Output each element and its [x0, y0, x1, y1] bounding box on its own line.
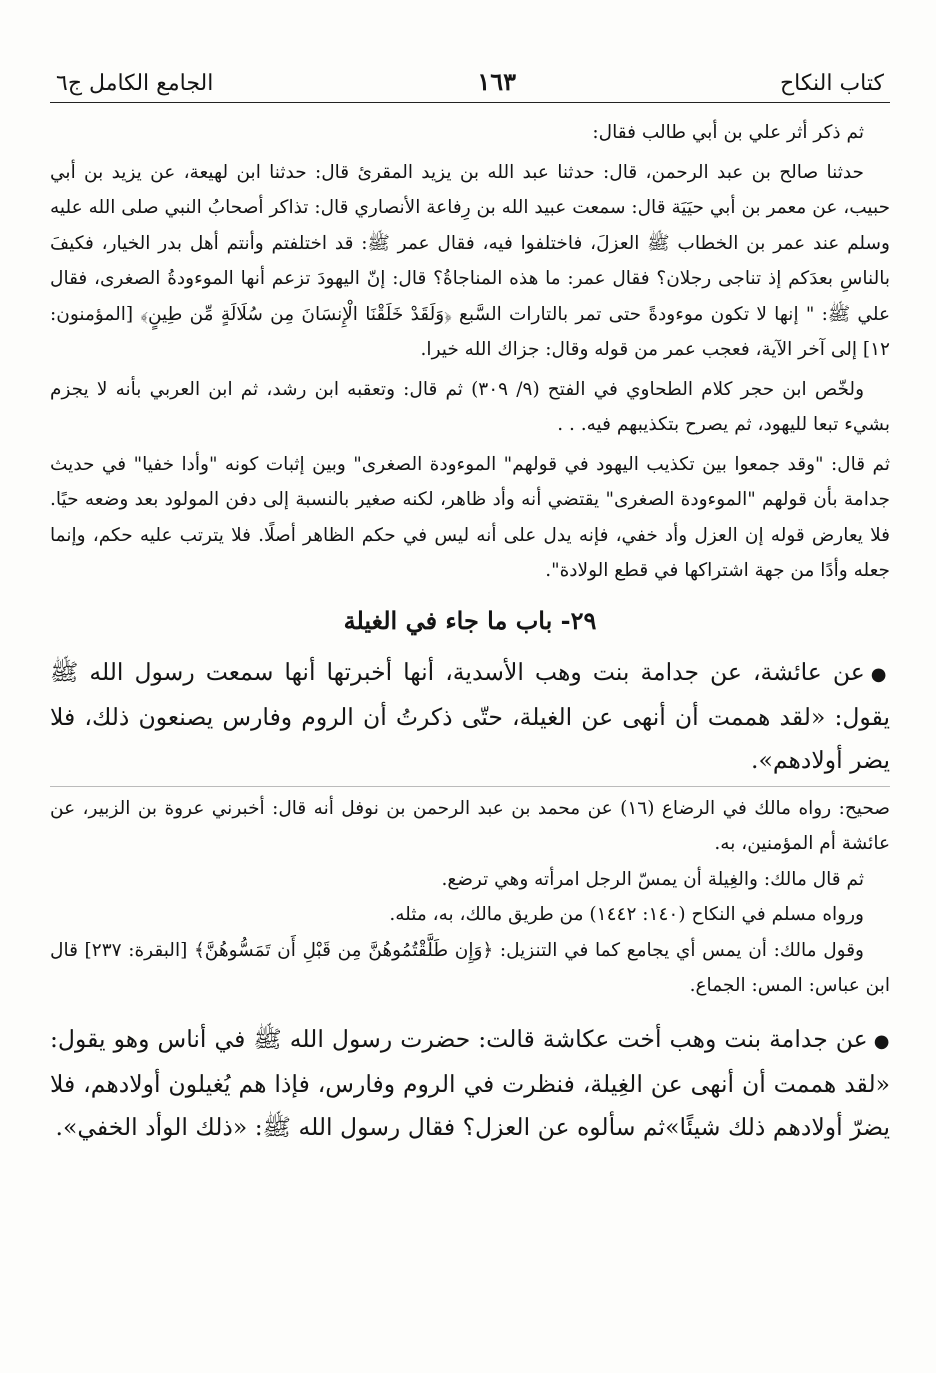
- page-number: ١٦٣: [477, 67, 516, 96]
- commentary-paragraph: ثم قال: "وقد جمعوا بين تكذيب اليهود في قولهم" الموءودة الصغرى" وبين إثبات كونه "وأدا خفيا" في حديث جدامة بأن قولهم "الموءودة الصغرى" يقتضي أنه وأد ظاهر، لكنه صغير بالنسبة إلى دفن المولود بعد وضعه حيًا. فلا يعارض قوله إن العزل وأد خفي، فإنه يدل على أنه ليس في حكم الظاهر أصلًا. فلا يترتب عليه حكم، وإنما جعله وأدًا من جهة اشتراكها في قطع الولادة".: [50, 453, 890, 581]
- running-header: [50, 52, 890, 102]
- header-volume-title: الجامع الكامل ج٦: [56, 71, 214, 96]
- hadith-block: [50, 1018, 890, 1149]
- hadith-block: [50, 651, 890, 782]
- commentary-paragraph: حدثنا صالح بن عبد الرحمن، قال: حدثنا عبد الله بن يزيد المقرئ قال: حدثنا ابن لهيعة، عن يزيد بن أبي حبيب، عن معمر بن أبي حيَيَة قال: سمعت عبيد الله بن رِفاعة الأنصاري قال: تذاكر أصحابُ النبي صلى الله عليه وسلم عند عمر بن الخطاب ﷺ العزلَ، فاختلفوا فيه، فقال عمر ﷺ: قد اختلفتم وأنتم أهل بدر الخيار، فكيفَ بالناسِ بعدَكم إذ تناجى رجلان؟ فقال عمر: ما هذه المناجاةُ؟ قال: إنّ اليهودَ تزعم أنها الموءودةُ الصغرى، فقال علي ﷺ: " إنها لا تكون موءودةً حتى تمر بالتارات السَّبع ﴿وَلَقَدْ خَلَقْنَا الْإِنسَانَ مِن سُلَالَةٍ مِّن طِينٍ﴾ [المؤمنون: ١٢] إلى آخر الآية، فعجب عمر من قوله وقال: جزاك الله خيرا.: [50, 161, 890, 360]
- note-paragraph: ثم قال مالك: والغِيلة أن يمسّ الرجل امرأته وهي ترضع.: [441, 868, 864, 890]
- section-heading: ٢٩- باب ما جاء في الغيلة: [343, 605, 597, 635]
- note-paragraph: ورواه مسلم في النكاح (١٤٠: ١٤٤٢) من طريق مالك، به، مثله.: [389, 904, 864, 925]
- header-rule: [50, 102, 890, 103]
- bullet-icon: ●: [870, 663, 890, 685]
- hadith-text: [50, 1018, 890, 1149]
- note-paragraph: وقول مالك: أن يمس أي يجامع كما في التنزيل: ﴿وَإِن طَلَّقْتُمُوهُنَّ مِن قَبْلِ أَن تَمَسُّوهُنَّ﴾ [البقرة: ٢٣٧] قال ابن عباس: المس: الجماع.: [50, 939, 890, 996]
- commentary-block: [50, 115, 890, 589]
- hadith-notes: [50, 791, 890, 1004]
- bullet-icon: ●: [873, 1030, 890, 1052]
- note-paragraph: صحيح: رواه مالك في الرضاع (١٦) عن محمد بن عبد الرحمن بن نوفل أنه قال: أخبرني عروة بن الزبير، عن عائشة أم المؤمنين، به.: [50, 797, 890, 854]
- commentary-paragraph: ولخّص ابن حجر كلام الطحاوي في الفتح (٩/ ٣٠٩) ثم قال: وتعقبه ابن رشد، ثم ابن العربي بأنه لا يجزم بشيء تبعا لليهود، ثم يصرح بتكذيبهم فيه. . .: [50, 378, 890, 435]
- hadith-text: [50, 651, 890, 782]
- commentary-paragraph: ثم ذكر أثر علي بن أبي طالب فقال:: [592, 122, 864, 143]
- hadith-body: عن عائشة، عن جدامة بنت وهب الأسدية، أنها أخبرتها أنها سمعت رسول الله ﷺ يقول: «لقد هممت أن أنهى عن الغيلة، حتّى ذكرتُ أن الروم وفارس يصنعون ذلك، فلا يضر أولادهم».: [50, 657, 890, 774]
- hadith-body: عن جدامة بنت وهب أخت عكاشة قالت: حضرت رسول الله ﷺ في أناس وهو يقول: «لقد هممت أن أنهى عن الغِيلة، فنظرت في الروم وفارس، فإذا هم يُغيلون أولادهم، فلا يضرّ أولادهم ذلك شيئًا»ثم سألوه عن العزل؟ فقال رسول الله ﷺ: «ذلك الوأد الخفي».: [50, 1024, 890, 1141]
- divider: [50, 786, 890, 787]
- header-book-title: كتاب النكاح: [779, 71, 884, 96]
